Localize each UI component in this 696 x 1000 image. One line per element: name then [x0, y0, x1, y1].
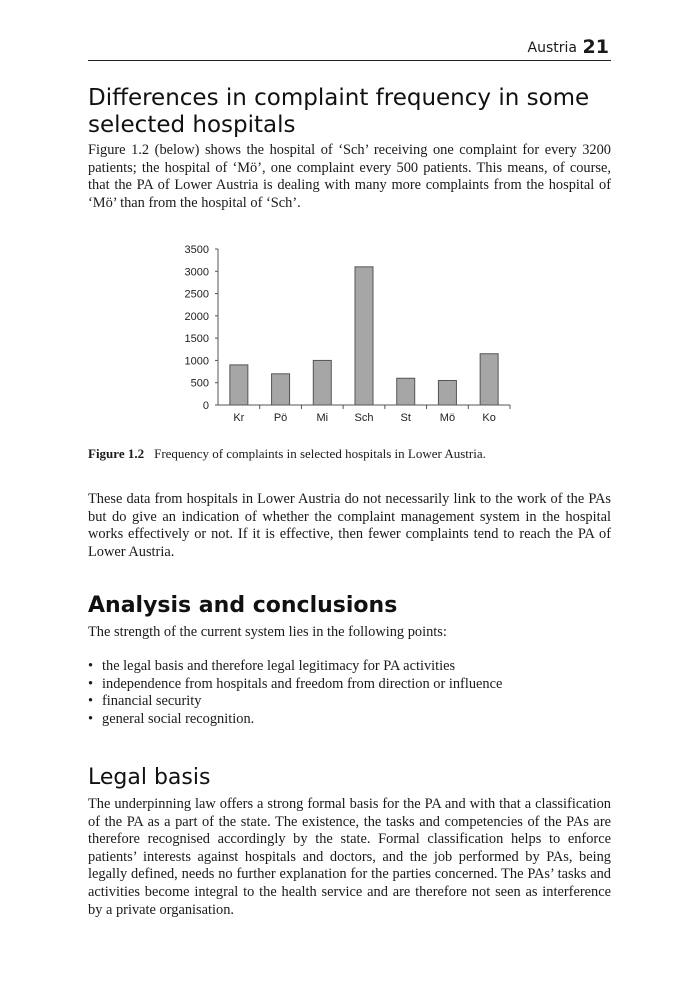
y-tick-label: 0 — [202, 400, 209, 412]
x-tick-label: St — [400, 412, 411, 424]
y-tick-label: 1000 — [184, 355, 209, 368]
bar-st — [397, 378, 415, 405]
list-item: • independence from hospitals and freedom from direction or influence — [88, 676, 611, 694]
section-heading-legal-basis: Legal basis — [88, 765, 211, 790]
x-tick-label: Kr — [233, 412, 245, 424]
data-discussion-paragraph: These data from hospitals in Lower Austria do not necessarily link to the work of the PAs but do give an indication of whether the complaint management system in the hospital works effectively or not. If it is effective, then fewer complaints tend to reach the PA of Lower Austria. — [88, 491, 611, 560]
bar-pö — [272, 374, 290, 405]
strengths-list — [88, 658, 611, 728]
complaint-frequency-chart — [170, 232, 530, 432]
section-heading-analysis: Analysis and conclusions — [88, 593, 398, 618]
figure-caption — [88, 446, 486, 462]
list-item: • general social recognition. — [88, 711, 611, 729]
bar-sch — [355, 267, 373, 405]
section-heading-complaint-frequency: Differences in complaint frequency in some selected hospitals — [88, 85, 590, 138]
bar-kr — [230, 365, 248, 405]
x-axis — [218, 405, 510, 424]
figure-caption-text: Frequency of complaints in selected hospitals in Lower Austria. — [154, 446, 486, 461]
intro-paragraph: Figure 1.2 (below) shows the hospital of ‘Sch’ receiving one complaint for every 3200 patients; the hospital of ‘Mö’, one complaint every 500 patients. This means, of course, that the PA of Lower Austria is dealing with many more complaints from the hospital of ‘Mö’ than from the hospital of ‘Sch’. — [88, 142, 611, 211]
y-tick-label: 3500 — [184, 244, 209, 256]
legal-basis-paragraph: The underpinning law offers a strong formal basis for the PA and with that a classification of the PA as a part of the state. The existence, the tasks and competencies of the PAs are therefore recognised accordingly by the state. Formal classification helps to enforce patients’ interests against hospitals and doctors, and the job performed by PAs, being legally defined, needs no further explanation for the parties concerned. The PAs’ tasks and activities become integral to the health service and are therefore not seen as interference by a private organisation. — [88, 796, 611, 918]
x-tick-label: Sch — [354, 412, 374, 424]
y-tick-label: 2500 — [184, 288, 209, 301]
y-axis — [185, 244, 218, 412]
list-item: • the legal basis and therefore legal legitimacy for PA activities — [88, 658, 611, 676]
x-tick-label: Mö — [439, 412, 456, 424]
bar-mö — [438, 380, 456, 405]
running-head-title: Austria — [527, 40, 577, 56]
page-number: 21 — [582, 36, 609, 58]
list-item: • financial security — [88, 693, 611, 711]
x-tick-label: Ko — [482, 412, 496, 424]
y-tick-label: 500 — [190, 377, 209, 390]
x-tick-label: Pö — [273, 412, 288, 424]
running-head — [88, 36, 611, 61]
bar-ko — [480, 354, 498, 405]
y-tick-label: 3000 — [184, 266, 209, 279]
x-tick-label: Mi — [316, 412, 329, 424]
y-tick-label: 1500 — [184, 333, 209, 346]
bar-mi — [313, 360, 331, 405]
bar-series — [230, 267, 498, 405]
y-tick-label: 2000 — [184, 310, 209, 323]
analysis-intro: The strength of the current system lies in the following points: — [88, 624, 447, 640]
figure-label: Figure 1.2 — [88, 446, 145, 461]
